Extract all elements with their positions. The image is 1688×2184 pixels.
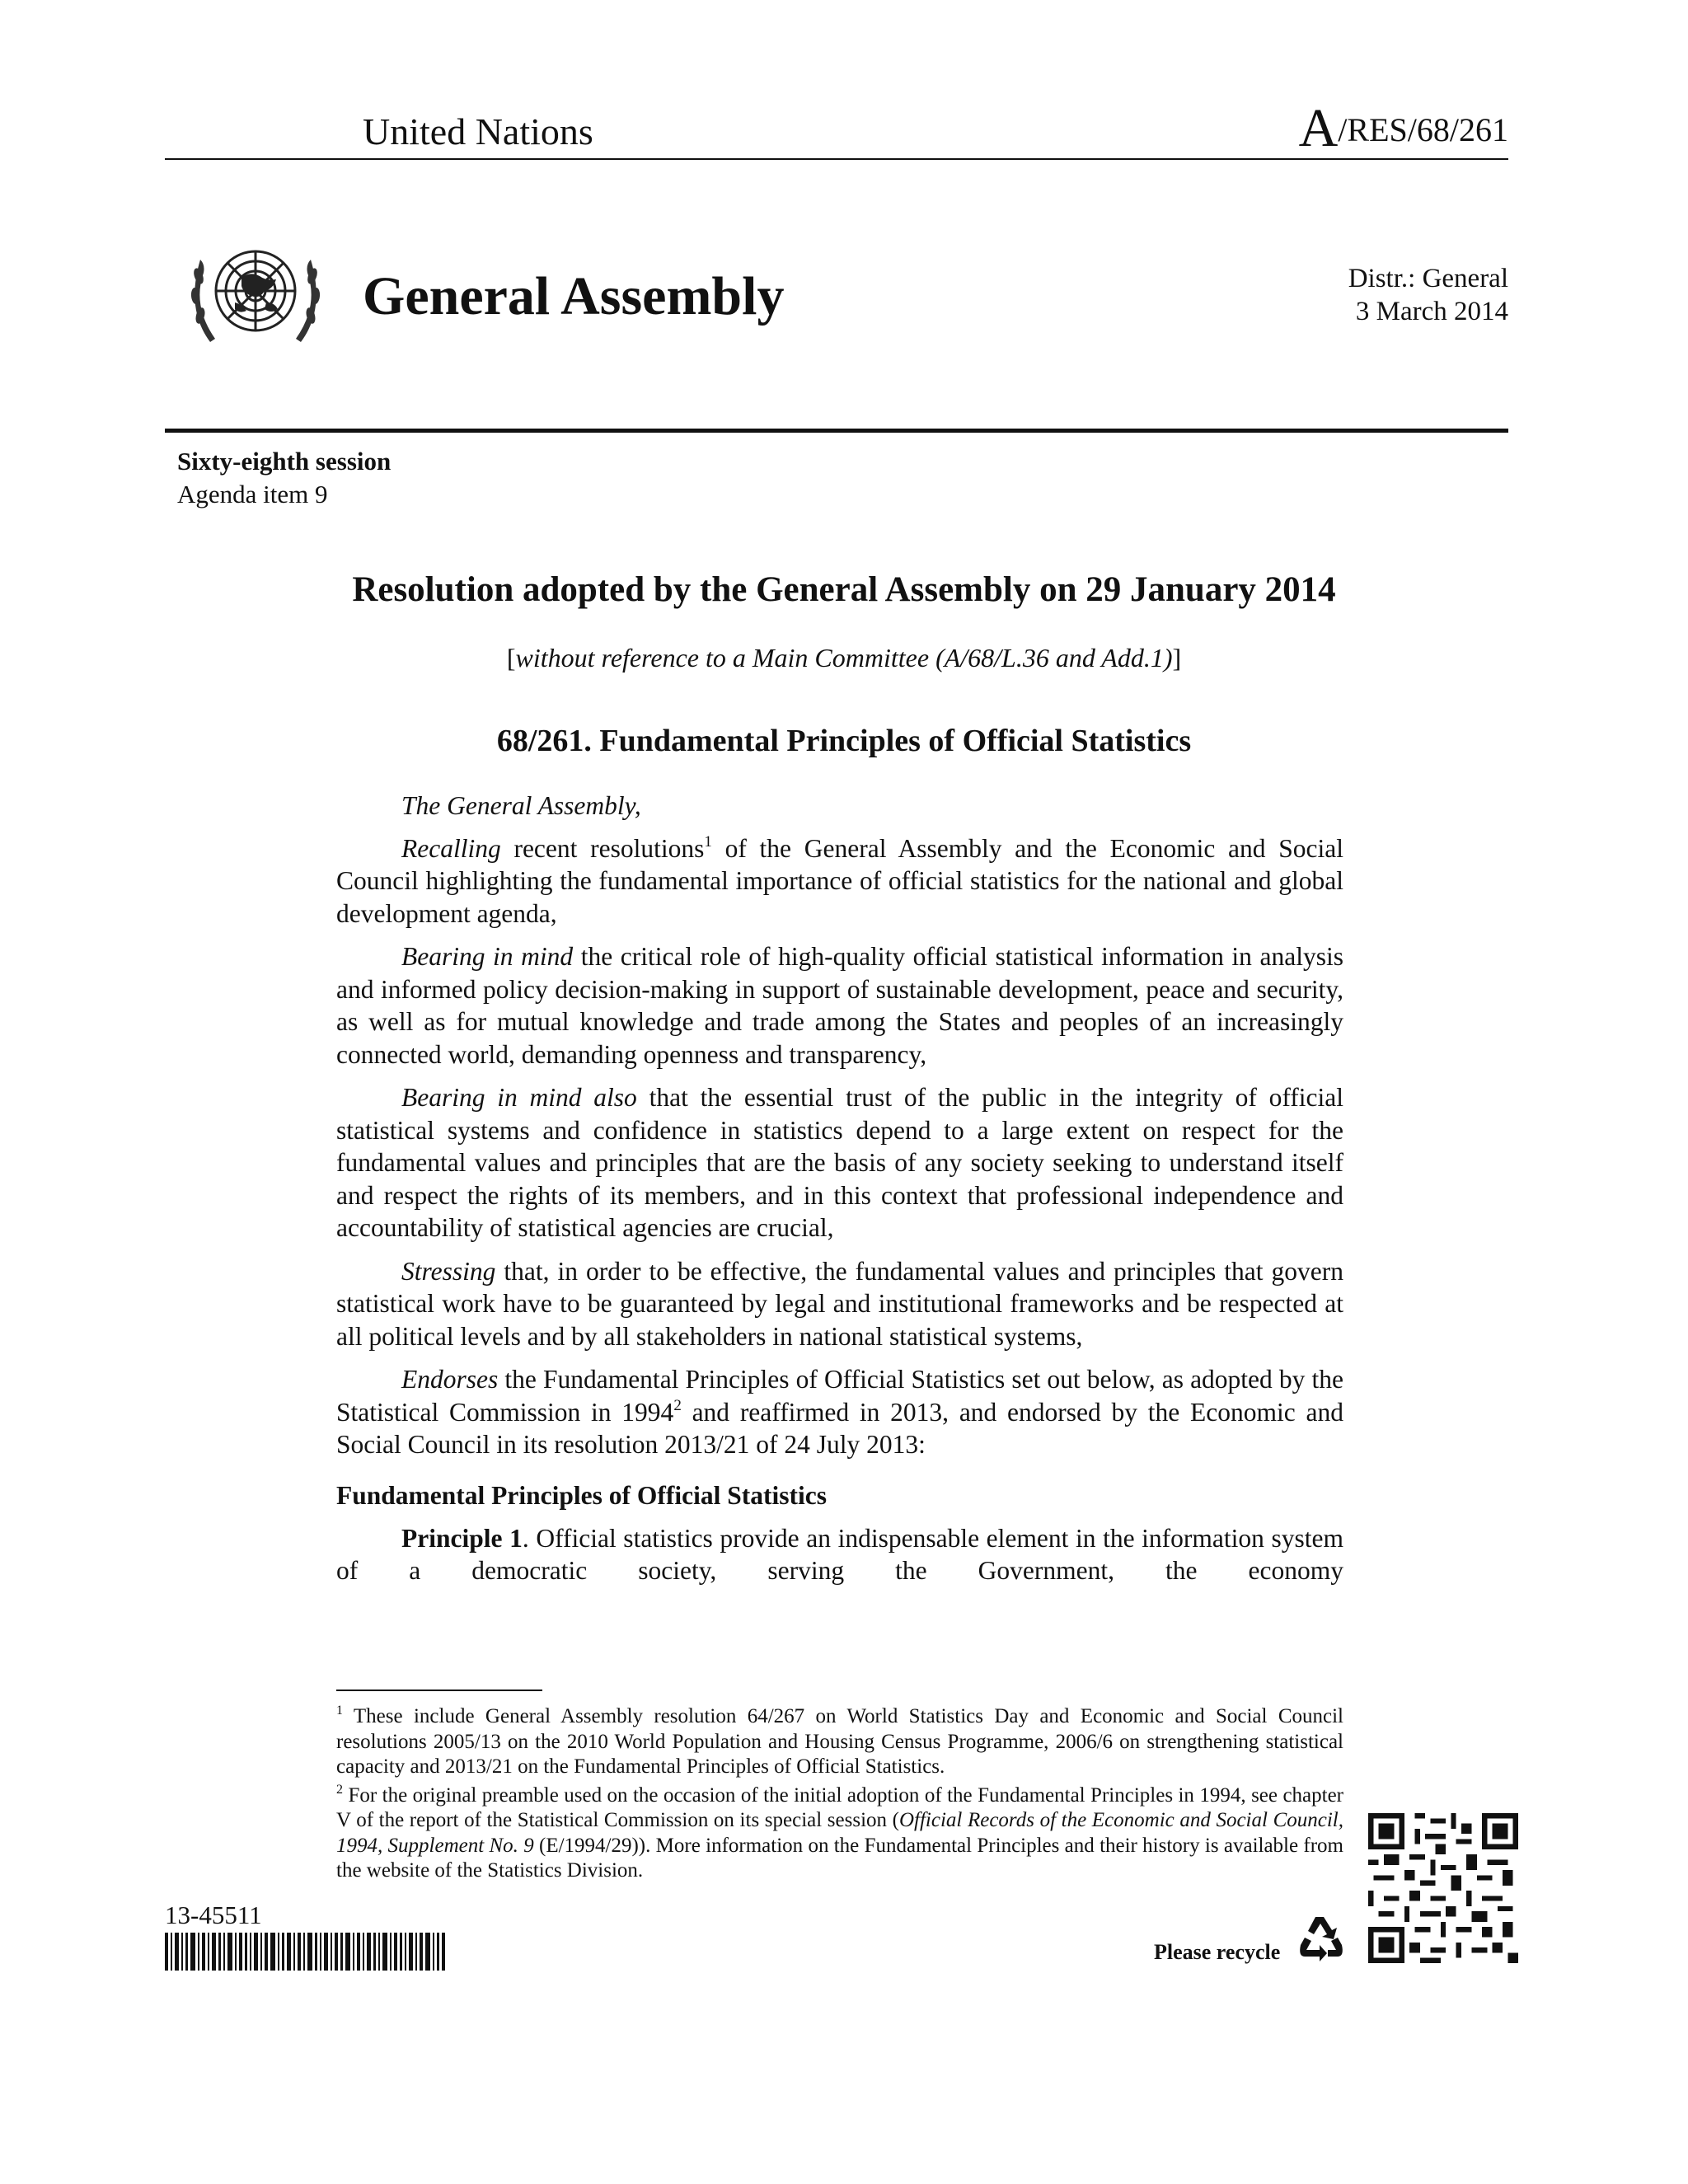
distribution-info — [1348, 262, 1508, 328]
intro-text: The General Assembly, — [401, 791, 641, 820]
p2-text: the critical role of high-quality official statistical information in analysis and informed policy decision-making in support of sustainable development, peace and security, as well as for mutual knowledge and trade among the States and peoples of an increasingly connected world, demanding openness and transparency, — [336, 942, 1343, 1069]
intro-paragraph — [336, 790, 1343, 823]
resolution-reference — [0, 641, 1688, 674]
p5-text-b: and reaffirmed in 2013, and endorsed by the Economic and Social Council in its resolution 2013/21 of 24 July 2013: — [336, 1397, 1343, 1459]
ref-text: without reference to a Main Committee (A/68/L.36 and Add.1) — [515, 643, 1173, 673]
document-number: 13-45511 — [165, 1900, 262, 1929]
footnote-2-italic: Official Records of the Economic and Social Council, 1994, Supplement No. 9 — [336, 1809, 1343, 1857]
org-name: United Nations — [363, 110, 593, 152]
principle-label: Principle 1 — [401, 1523, 523, 1553]
paragraph-recalling — [336, 832, 1343, 930]
symbol-prefix: A — [1298, 98, 1339, 158]
symbol-rest: /RES/68/261 — [1338, 111, 1508, 148]
un-emblem-icon — [177, 227, 334, 359]
ref-open: [ — [506, 643, 516, 673]
issue-date: 3 March 2014 — [1355, 297, 1508, 326]
paragraph-endorses — [336, 1363, 1343, 1461]
footnote-1-text: These include General Assembly resolution 64/267 on World Statistics Day and Economic and Social Council resolutions 2005/13 on the 2010 World Population and Housing Census Programme, 2006/6 on strengthening statistical capacity and 2013/21 on the Fundamental Principles of Official Statistics. — [336, 1705, 1343, 1778]
footnote-1-number: 1 — [336, 1704, 343, 1718]
p1-lead: Recalling — [401, 833, 501, 863]
footnote-1 — [336, 1704, 1343, 1780]
recycle-icon — [1296, 1912, 1347, 1963]
p5-lead: Endorses — [401, 1365, 499, 1394]
p1-text-b: of the General Assembly and the Economic and Social Council highlighting the fundamental importance of official statistics for the national and global development agenda, — [336, 833, 1343, 928]
p4-lead: Stressing — [401, 1256, 496, 1286]
paragraph-bearing-also — [336, 1081, 1343, 1244]
header-rule — [165, 158, 1508, 160]
barcode-icon — [165, 1933, 445, 1971]
resolution-body — [336, 790, 1343, 1587]
qr-code-icon — [1368, 1813, 1518, 1963]
recycle-label: Please recycle — [1154, 1940, 1281, 1964]
resolution-title: Resolution adopted by the General Assembly on 29 January 2014 — [352, 570, 1336, 609]
resolution-number-title: 68/261. Fundamental Principles of Official Statistics — [496, 724, 1192, 758]
distr-label: Distr.: General — [1348, 264, 1508, 293]
p5-text-a: the Fundamental Principles of Official Statistics set out below, as adopted by the Statistical Commission in 1994 — [336, 1365, 1343, 1427]
p4-text: that, in order to be effective, the fundamental values and principles that govern statistical work have to be guaranteed by legal and institutional frameworks and be respected at all political levels and by all stakeholders in national statistical systems, — [336, 1256, 1343, 1351]
title-rule — [165, 429, 1508, 433]
footnote-2 — [336, 1783, 1343, 1884]
p3-text: that the essential trust of the public in the integrity of official statistical systems and confidence in statistics depend to a large extent on respect for the fundamental values and principles that are the basis of any society seeking to understand itself and respect the rights of its members, and in this context that professional independence and accountability of statistical agencies are crucial, — [336, 1083, 1343, 1242]
principle-1 — [336, 1522, 1343, 1587]
footnote-2-number: 2 — [336, 1782, 343, 1797]
document-symbol — [1298, 98, 1508, 158]
paragraph-stressing — [336, 1255, 1343, 1353]
footnote-rule — [336, 1690, 542, 1691]
session-block — [177, 445, 391, 511]
footnotes — [336, 1704, 1343, 1887]
footnote-ref-2[interactable]: 2 — [673, 1396, 682, 1414]
p3-lead: Bearing in mind also — [401, 1083, 637, 1112]
footnote-ref-1[interactable]: 1 — [704, 832, 712, 851]
agenda-item: Agenda item 9 — [177, 480, 328, 509]
section-heading: Fundamental Principles of Official Statistics — [336, 1480, 827, 1510]
session-name: Sixty-eighth session — [177, 447, 392, 476]
footnote-2-text-b: (E/1994/29)). More information on the Fundamental Principles and their history is available from the website of the Statistics Division. — [336, 1834, 1343, 1882]
footnote-2-text-a: For the original preamble used on the occasion of the initial adoption of the Fundamental Principles in 1994, see chapter V of the report of the Statistical Commission on its special session ( — [336, 1783, 1343, 1831]
p1-text-a: recent resolutions — [500, 833, 705, 863]
ref-close: ] — [1172, 643, 1182, 673]
principle-text: . Official statistics provide an indispensable element in the information system of a democratic society, serving the Government, the economy — [336, 1523, 1343, 1585]
p2-lead: Bearing in mind — [401, 942, 574, 971]
body-title: General Assembly — [363, 266, 785, 326]
paragraph-bearing — [336, 940, 1343, 1071]
